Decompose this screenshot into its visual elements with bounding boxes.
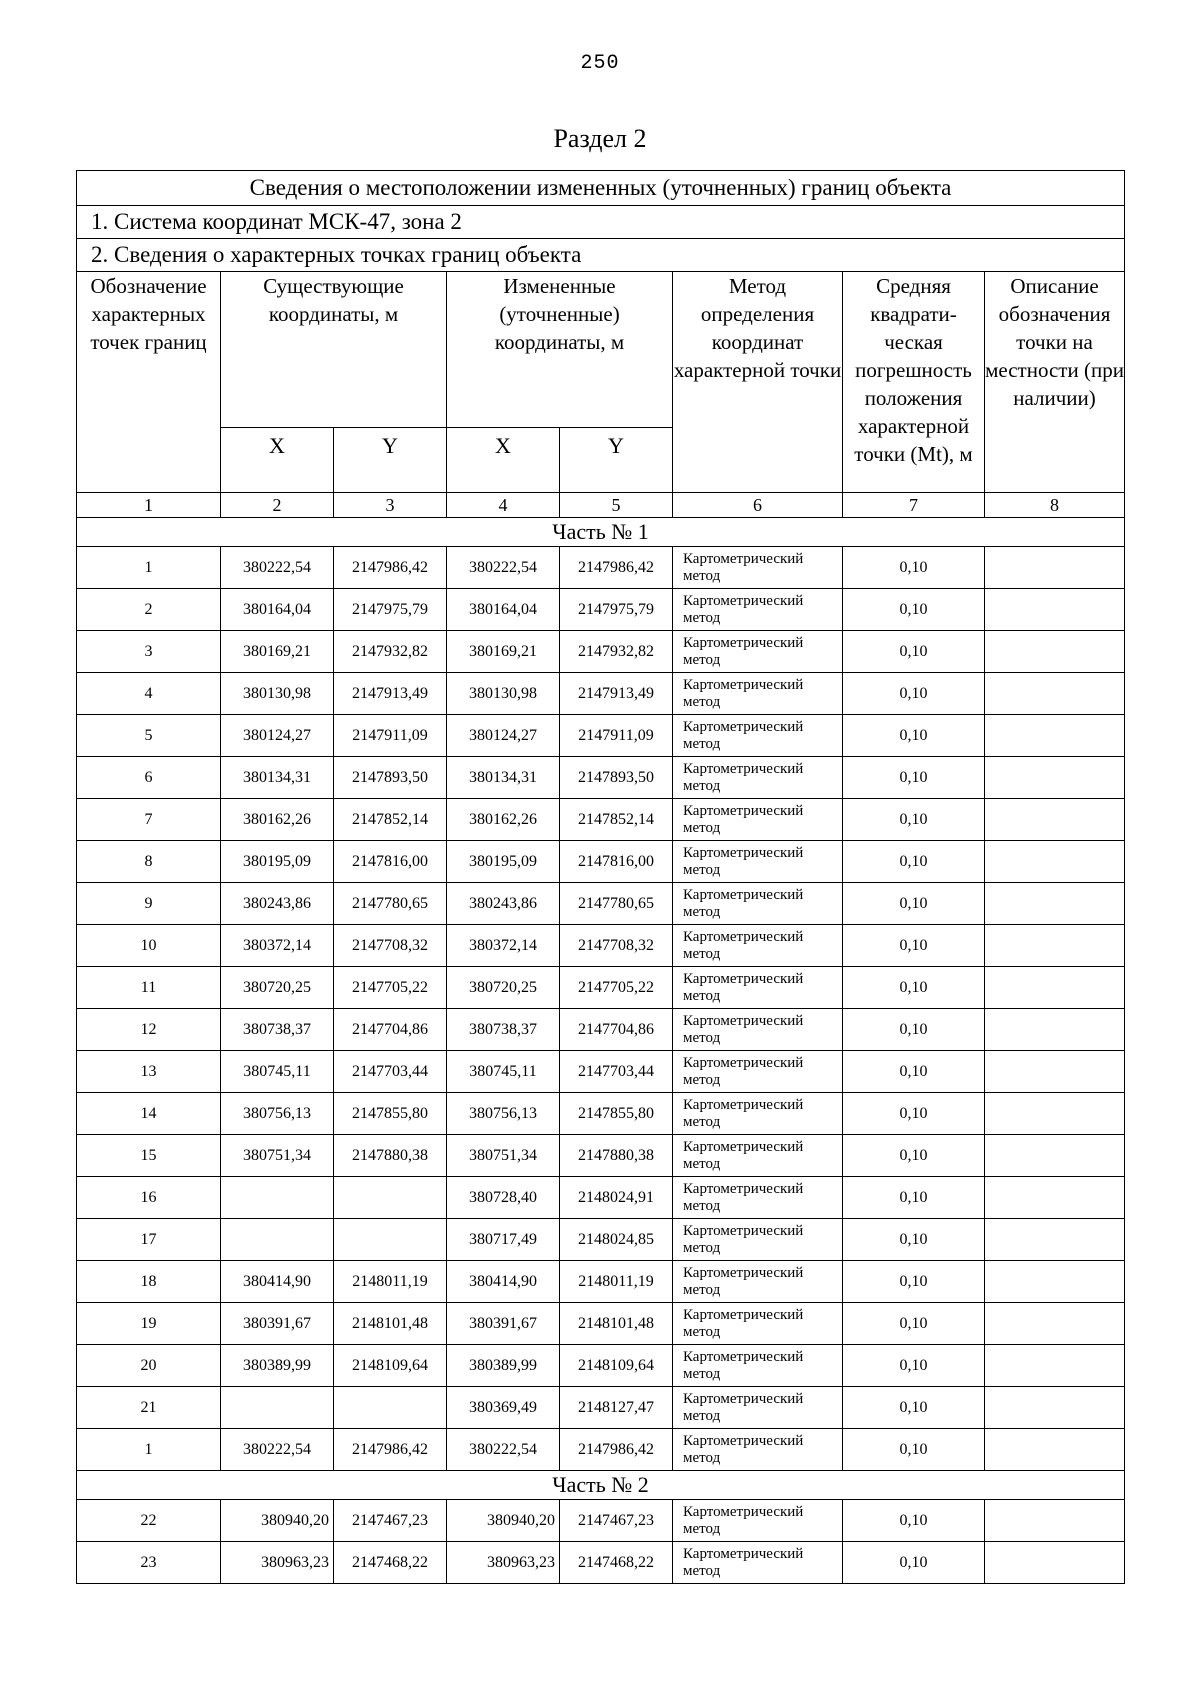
cell-changed-x: 380222,54 <box>447 1429 560 1471</box>
table-row <box>77 841 1125 883</box>
cell-point-number: 20 <box>77 1345 221 1387</box>
cell-changed-y: 2147975,79 <box>560 589 673 631</box>
cell-changed-x: 380414,90 <box>447 1261 560 1303</box>
cell-changed-x: 380130,98 <box>447 673 560 715</box>
cell-changed-y: 2147986,42 <box>560 1429 673 1471</box>
cell-description <box>985 967 1125 1009</box>
cell-point-number: 16 <box>77 1177 221 1219</box>
cell-changed-y: 2147708,32 <box>560 925 673 967</box>
cell-point-number: 2 <box>77 589 221 631</box>
cell-changed-x: 380164,04 <box>447 589 560 631</box>
part-title: Часть № 1 <box>77 518 1125 547</box>
cell-existing-x: 380751,34 <box>221 1135 334 1177</box>
coordinate-system-line: 1. Система координат МСК-47, зона 2 <box>77 206 1125 239</box>
cell-existing-x: 380389,99 <box>221 1345 334 1387</box>
cell-method: Картометрический метод <box>673 1009 843 1051</box>
cell-description <box>985 1093 1125 1135</box>
cell-description <box>985 631 1125 673</box>
cell-existing-x: 380391,67 <box>221 1303 334 1345</box>
cell-method: Картометрический метод <box>673 841 843 883</box>
cell-existing-y: 2147893,50 <box>334 757 447 799</box>
cell-point-number: 6 <box>77 757 221 799</box>
table-row <box>77 1135 1125 1177</box>
cell-changed-x: 380162,26 <box>447 799 560 841</box>
cell-method: Картометрический метод <box>673 1500 843 1542</box>
cell-existing-y <box>334 1387 447 1429</box>
cell-existing-x: 380756,13 <box>221 1093 334 1135</box>
cell-changed-x: 380940,20 <box>447 1500 560 1542</box>
cell-method: Картометрический метод <box>673 715 843 757</box>
cell-method: Картометрический метод <box>673 589 843 631</box>
cell-existing-x: 380738,37 <box>221 1009 334 1051</box>
cell-changed-y: 2147852,14 <box>560 799 673 841</box>
cell-point-number: 5 <box>77 715 221 757</box>
cell-existing-y: 2147911,09 <box>334 715 447 757</box>
cell-changed-x: 380720,25 <box>447 967 560 1009</box>
cell-error: 0,10 <box>843 715 985 757</box>
column-number: 7 <box>843 493 985 518</box>
cell-error: 0,10 <box>843 1009 985 1051</box>
cell-existing-x: 380222,54 <box>221 1429 334 1471</box>
cell-changed-y: 2148011,19 <box>560 1261 673 1303</box>
cell-changed-y: 2148024,85 <box>560 1219 673 1261</box>
cell-changed-y: 2147703,44 <box>560 1051 673 1093</box>
cell-existing-x: 380169,21 <box>221 631 334 673</box>
cell-existing-x: 380130,98 <box>221 673 334 715</box>
column-number: 3 <box>334 493 447 518</box>
cell-changed-x: 380717,49 <box>447 1219 560 1261</box>
cell-point-number: 23 <box>77 1542 221 1584</box>
cell-existing-x: 380745,11 <box>221 1051 334 1093</box>
cell-changed-y: 2147986,42 <box>560 547 673 589</box>
cell-changed-y: 2148024,91 <box>560 1177 673 1219</box>
cell-changed-y: 2147880,38 <box>560 1135 673 1177</box>
table-row <box>77 1500 1125 1542</box>
cell-error: 0,10 <box>843 841 985 883</box>
cell-existing-y: 2148011,19 <box>334 1261 447 1303</box>
cell-changed-y: 2147913,49 <box>560 673 673 715</box>
cell-description <box>985 1429 1125 1471</box>
cell-changed-x: 380756,13 <box>447 1093 560 1135</box>
cell-description <box>985 1219 1125 1261</box>
header-point-designation: Обозначение характерных точек границ <box>77 272 221 493</box>
table-row <box>77 1345 1125 1387</box>
cell-existing-y: 2147708,32 <box>334 925 447 967</box>
cell-method: Картометрический метод <box>673 883 843 925</box>
table-title: Сведения о местоположении измененных (уточненных) границ объекта <box>77 171 1125 206</box>
cell-changed-x: 380372,14 <box>447 925 560 967</box>
cell-description <box>985 673 1125 715</box>
cell-existing-x <box>221 1219 334 1261</box>
cell-existing-y: 2147467,23 <box>334 1500 447 1542</box>
table-row <box>77 925 1125 967</box>
cell-existing-x: 380162,26 <box>221 799 334 841</box>
cell-description <box>985 841 1125 883</box>
cell-method: Картометрический метод <box>673 1261 843 1303</box>
cell-existing-y: 2147932,82 <box>334 631 447 673</box>
cell-changed-y: 2148109,64 <box>560 1345 673 1387</box>
cell-method: Картометрический метод <box>673 967 843 1009</box>
cell-changed-y: 2147911,09 <box>560 715 673 757</box>
cell-existing-y: 2147468,22 <box>334 1542 447 1584</box>
cell-changed-x: 380169,21 <box>447 631 560 673</box>
cell-changed-y: 2147855,80 <box>560 1093 673 1135</box>
cell-point-number: 11 <box>77 967 221 1009</box>
cell-changed-x: 380745,11 <box>447 1051 560 1093</box>
cell-error: 0,10 <box>843 1051 985 1093</box>
cell-existing-y: 2147975,79 <box>334 589 447 631</box>
column-number: 6 <box>673 493 843 518</box>
cell-changed-x: 380369,49 <box>447 1387 560 1429</box>
cell-changed-y: 2147467,23 <box>560 1500 673 1542</box>
cell-point-number: 7 <box>77 799 221 841</box>
table-row <box>77 757 1125 799</box>
cell-description <box>985 1303 1125 1345</box>
cell-error: 0,10 <box>843 1135 985 1177</box>
cell-error: 0,10 <box>843 967 985 1009</box>
cell-existing-x: 380124,27 <box>221 715 334 757</box>
cell-error: 0,10 <box>843 1542 985 1584</box>
cell-point-number: 21 <box>77 1387 221 1429</box>
cell-existing-y <box>334 1219 447 1261</box>
cell-description <box>985 1177 1125 1219</box>
header-changed-coordinates: Измененные (уточненные) координаты, м <box>447 272 673 428</box>
cell-point-number: 8 <box>77 841 221 883</box>
cell-method: Картометрический метод <box>673 1303 843 1345</box>
cell-existing-y: 2147986,42 <box>334 547 447 589</box>
cell-point-number: 19 <box>77 1303 221 1345</box>
cell-existing-x <box>221 1177 334 1219</box>
cell-description <box>985 1009 1125 1051</box>
cell-point-number: 22 <box>77 1500 221 1542</box>
cell-method: Картометрический метод <box>673 1219 843 1261</box>
cell-existing-y: 2147704,86 <box>334 1009 447 1051</box>
cell-existing-x: 380195,09 <box>221 841 334 883</box>
cell-description <box>985 1051 1125 1093</box>
cell-method: Картометрический метод <box>673 547 843 589</box>
cell-point-number: 1 <box>77 1429 221 1471</box>
points-info-line: 2. Сведения о характерных точках границ объекта <box>77 239 1125 272</box>
cell-method: Картометрический метод <box>673 1542 843 1584</box>
cell-existing-y: 2147880,38 <box>334 1135 447 1177</box>
cell-error: 0,10 <box>843 883 985 925</box>
table-row <box>77 1429 1125 1471</box>
cell-existing-x <box>221 1387 334 1429</box>
cell-description <box>985 883 1125 925</box>
cell-changed-x: 380751,34 <box>447 1135 560 1177</box>
cell-point-number: 4 <box>77 673 221 715</box>
cell-changed-y: 2147704,86 <box>560 1009 673 1051</box>
cell-point-number: 12 <box>77 1009 221 1051</box>
header-existing-x: X <box>221 428 334 493</box>
cell-error: 0,10 <box>843 1387 985 1429</box>
cell-error: 0,10 <box>843 1261 985 1303</box>
cell-point-number: 10 <box>77 925 221 967</box>
cell-method: Картометрический метод <box>673 1345 843 1387</box>
cell-existing-y: 2147703,44 <box>334 1051 447 1093</box>
column-number: 5 <box>560 493 673 518</box>
cell-point-number: 3 <box>77 631 221 673</box>
table-row <box>77 715 1125 757</box>
cell-changed-y: 2147893,50 <box>560 757 673 799</box>
table-row <box>77 1177 1125 1219</box>
cell-description <box>985 715 1125 757</box>
cell-changed-x: 380222,54 <box>447 547 560 589</box>
cell-method: Картометрический метод <box>673 1429 843 1471</box>
cell-changed-y: 2148127,47 <box>560 1387 673 1429</box>
cell-existing-x: 380963,23 <box>221 1542 334 1584</box>
cell-point-number: 1 <box>77 547 221 589</box>
column-number: 8 <box>985 493 1125 518</box>
cell-existing-x: 380243,86 <box>221 883 334 925</box>
cell-existing-y: 2147913,49 <box>334 673 447 715</box>
cell-method: Картометрический метод <box>673 1135 843 1177</box>
table-row <box>77 1303 1125 1345</box>
cell-method: Картометрический метод <box>673 673 843 715</box>
header-mean-square-error: Средняя квадрати-ческая погрешность положения характерной точки (Mt), м <box>843 272 985 493</box>
column-number: 4 <box>447 493 560 518</box>
cell-point-number: 17 <box>77 1219 221 1261</box>
table-row <box>77 799 1125 841</box>
cell-error: 0,10 <box>843 589 985 631</box>
cell-description <box>985 799 1125 841</box>
cell-error: 0,10 <box>843 673 985 715</box>
cell-existing-y: 2147855,80 <box>334 1093 447 1135</box>
cell-changed-x: 380391,67 <box>447 1303 560 1345</box>
section-title: Раздел 2 <box>553 124 647 153</box>
column-number: 2 <box>221 493 334 518</box>
header-existing-y: Y <box>334 428 447 493</box>
cell-existing-y <box>334 1177 447 1219</box>
cell-existing-x: 380372,14 <box>221 925 334 967</box>
cell-description <box>985 1500 1125 1542</box>
cell-existing-x: 380940,20 <box>221 1500 334 1542</box>
table-row <box>77 589 1125 631</box>
header-existing-coordinates: Существующие координаты, м <box>221 272 447 428</box>
cell-existing-x: 380414,90 <box>221 1261 334 1303</box>
cell-method: Картометрический метод <box>673 925 843 967</box>
cell-changed-y: 2147705,22 <box>560 967 673 1009</box>
cell-description <box>985 1135 1125 1177</box>
header-changed-y: Y <box>560 428 673 493</box>
cell-existing-x: 380164,04 <box>221 589 334 631</box>
cell-description <box>985 757 1125 799</box>
cell-error: 0,10 <box>843 1429 985 1471</box>
cell-changed-x: 380728,40 <box>447 1177 560 1219</box>
cell-error: 0,10 <box>843 1093 985 1135</box>
cell-changed-y: 2147780,65 <box>560 883 673 925</box>
cell-existing-x: 380134,31 <box>221 757 334 799</box>
cell-changed-x: 380963,23 <box>447 1542 560 1584</box>
cell-error: 0,10 <box>843 631 985 673</box>
cell-error: 0,10 <box>843 1345 985 1387</box>
cell-method: Картометрический метод <box>673 799 843 841</box>
table-row <box>77 547 1125 589</box>
cell-existing-x: 380222,54 <box>221 547 334 589</box>
cell-error: 0,10 <box>843 799 985 841</box>
header-changed-x: X <box>447 428 560 493</box>
table-row <box>77 1219 1125 1261</box>
cell-method: Картометрический метод <box>673 1051 843 1093</box>
cell-changed-y: 2147468,22 <box>560 1542 673 1584</box>
cell-existing-y: 2147852,14 <box>334 799 447 841</box>
header-description: Описание обозначения точки на местности (при наличии) <box>985 272 1125 493</box>
cell-point-number: 18 <box>77 1261 221 1303</box>
column-number: 1 <box>77 493 221 518</box>
cell-changed-x: 380134,31 <box>447 757 560 799</box>
cell-changed-x: 380124,27 <box>447 715 560 757</box>
cell-description <box>985 925 1125 967</box>
table-row <box>77 1387 1125 1429</box>
cell-existing-y: 2148101,48 <box>334 1303 447 1345</box>
cell-description <box>985 1542 1125 1584</box>
table-row <box>77 1542 1125 1584</box>
cell-changed-y: 2148101,48 <box>560 1303 673 1345</box>
cell-method: Картометрический метод <box>673 1093 843 1135</box>
cell-error: 0,10 <box>843 757 985 799</box>
cell-error: 0,10 <box>843 1500 985 1542</box>
cell-description <box>985 1261 1125 1303</box>
cell-existing-y: 2148109,64 <box>334 1345 447 1387</box>
cell-point-number: 15 <box>77 1135 221 1177</box>
boundary-points-table <box>76 170 1125 1584</box>
page-number: 250 <box>580 52 620 75</box>
table-row <box>77 1261 1125 1303</box>
cell-changed-x: 380389,99 <box>447 1345 560 1387</box>
cell-method: Картометрический метод <box>673 757 843 799</box>
cell-description <box>985 589 1125 631</box>
cell-method: Картометрический метод <box>673 631 843 673</box>
cell-error: 0,10 <box>843 547 985 589</box>
cell-point-number: 13 <box>77 1051 221 1093</box>
cell-error: 0,10 <box>843 1303 985 1345</box>
cell-existing-x: 380720,25 <box>221 967 334 1009</box>
cell-existing-y: 2147986,42 <box>334 1429 447 1471</box>
table-row <box>77 631 1125 673</box>
cell-method: Картометрический метод <box>673 1177 843 1219</box>
cell-changed-x: 380738,37 <box>447 1009 560 1051</box>
table-row <box>77 1009 1125 1051</box>
cell-changed-x: 380243,86 <box>447 883 560 925</box>
cell-changed-y: 2147932,82 <box>560 631 673 673</box>
cell-existing-y: 2147705,22 <box>334 967 447 1009</box>
cell-error: 0,10 <box>843 1177 985 1219</box>
boundary-table-container <box>76 170 1124 1584</box>
cell-method: Картометрический метод <box>673 1387 843 1429</box>
cell-description <box>985 1387 1125 1429</box>
table-row <box>77 1093 1125 1135</box>
cell-existing-y: 2147780,65 <box>334 883 447 925</box>
cell-error: 0,10 <box>843 925 985 967</box>
table-row <box>77 967 1125 1009</box>
cell-point-number: 9 <box>77 883 221 925</box>
cell-changed-x: 380195,09 <box>447 841 560 883</box>
cell-error: 0,10 <box>843 1219 985 1261</box>
table-row <box>77 1051 1125 1093</box>
cell-point-number: 14 <box>77 1093 221 1135</box>
part-title: Часть № 2 <box>77 1471 1125 1500</box>
table-row <box>77 673 1125 715</box>
cell-description <box>985 547 1125 589</box>
header-method: Метод определения координат характерной точки <box>673 272 843 493</box>
cell-changed-y: 2147816,00 <box>560 841 673 883</box>
cell-description <box>985 1345 1125 1387</box>
cell-existing-y: 2147816,00 <box>334 841 447 883</box>
table-row <box>77 883 1125 925</box>
